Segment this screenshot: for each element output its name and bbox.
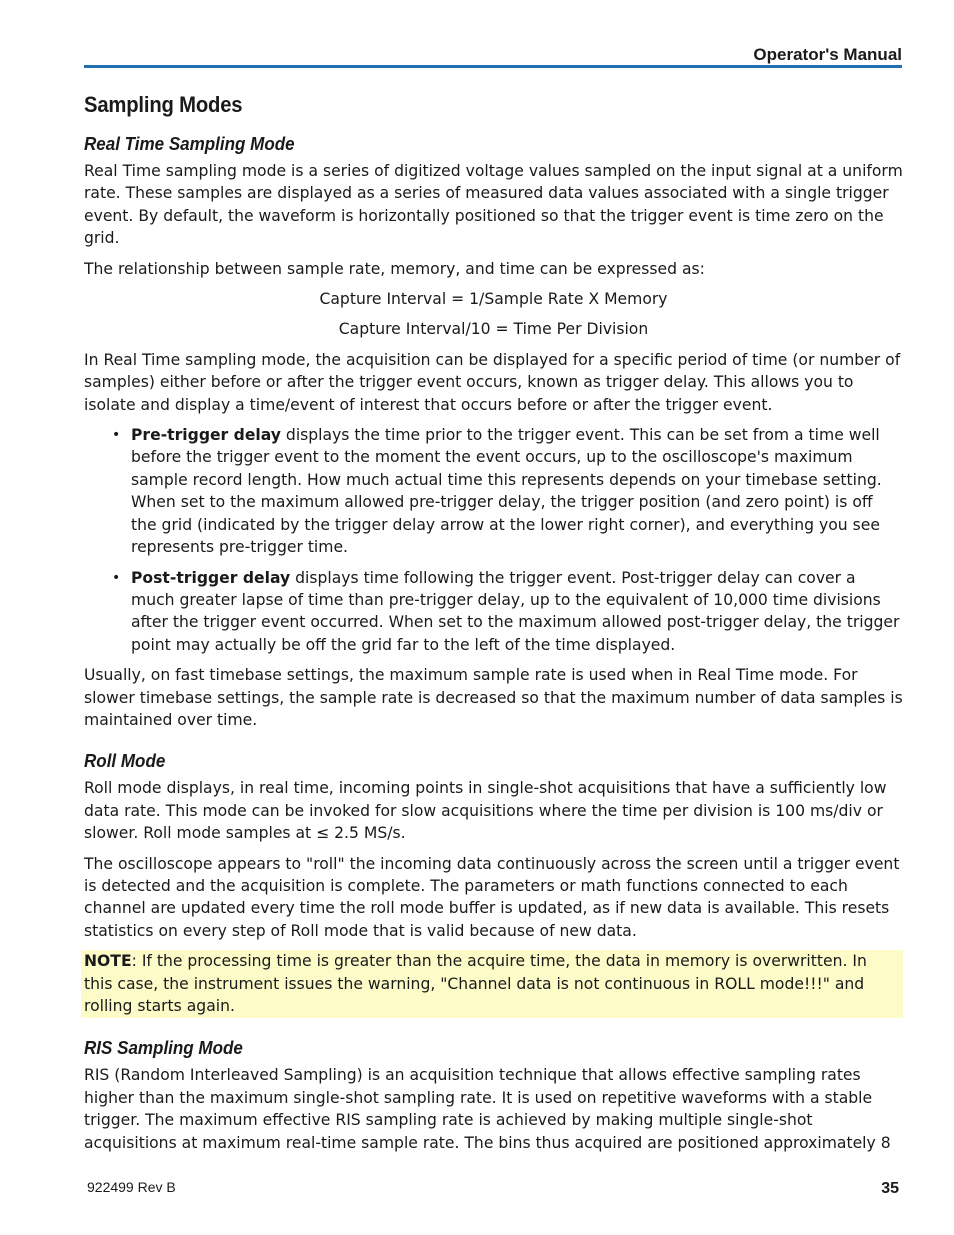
equation-capture-interval: Capture Interval = 1/Sample Rate X Memory	[319, 290, 668, 309]
trigger-delay-list	[84, 424, 903, 656]
roll-paragraph-1: Roll mode displays, in real time, incoming points in single-shot acquisitions that have a sufficiently low data rate. This mode can be invoked for slow acquisitions where the time per division is 100 ms/div or slower. Roll mode samples at ≤ 2.5 MS/s.	[84, 779, 887, 843]
list-item	[131, 567, 903, 657]
header-rule	[84, 65, 902, 68]
ris-paragraph-1: RIS (Random Interleaved Sampling) is an acquisition technique that allows effective sampling rates higher than the maximum single-shot sampling rate. It is used on repetitive waveforms with a stable trigger. The maximum effective RIS sampling rate is achieved by making multiple single-shot acquisitions at maximum real-time sample rate. The bins thus acquired are positioned approximately 8	[84, 1066, 891, 1152]
page-number: 35	[881, 1180, 899, 1197]
document-number: 922499 Rev B	[87, 1179, 176, 1195]
real-time-heading: Real Time Sampling Mode	[84, 133, 295, 154]
note-box	[81, 950, 903, 1018]
ris-heading: RIS Sampling Mode	[84, 1037, 243, 1059]
roll-paragraph-2: The oscilloscope appears to "roll" the incoming data continuously across the screen until a trigger event is detected and the acquisition is complete. The parameters or math functions connected to each channel are updated every time the roll mode buffer is updated, as if new data is available. This resets statistics on every step of Roll mode that is valid because of new data.	[84, 854, 900, 940]
equation-time-per-division: Capture Interval/10 = Time Per Division	[338, 320, 649, 339]
pre-trigger-term: Pre-trigger delay	[131, 426, 281, 445]
post-trigger-text: displays time following the trigger event. Post-trigger delay can cover a much greater lapse of time than pre-trigger delay, up to the equivalent of 10,000 time divisions after the trigger event occurred. When set to the maximum allowed post-trigger delay, the trigger point may actually be off the grid far to the left of the time displayed.	[131, 568, 900, 654]
roll-mode-heading: Roll Mode	[84, 750, 166, 772]
real-time-paragraph-3: In Real Time sampling mode, the acquisition can be displayed for a specific period of time (or number of samples) either before or after the trigger event occurs, known as trigger delay. This allows you to isolate and display a time/event of interest that occurs before or after the trigger event.	[84, 350, 901, 414]
post-trigger-term: Post-trigger delay	[131, 568, 291, 587]
page-content	[84, 90, 903, 1162]
real-time-paragraph-4: Usually, on fast timebase settings, the maximum sample rate is used when in Real Time mode. For slower timebase settings, the sample rate is decreased so that the maximum number of data samples is maintained over time.	[84, 666, 903, 729]
list-item	[131, 424, 903, 558]
pre-trigger-text: displays the time prior to the trigger event. This can be set from a time well before the trigger event to the moment the event occurs, up to the oscilloscope's maximum sample record length. How much actual time this represents depends on your timebase setting. When set to the maximum allowed pre-trigger delay, the trigger position (and zero point) is off the grid (indicated by the trigger delay arrow at the lower right corner), and everything you see represents pre-trigger time.	[131, 426, 882, 557]
section-title: Sampling Modes	[84, 92, 243, 117]
real-time-paragraph-2: The relationship between sample rate, memory, and time can be expressed as:	[84, 259, 705, 278]
page-header-title: Operator's Manual	[753, 45, 902, 64]
real-time-paragraph-1: Real Time sampling mode is a series of digitized voltage values sampled on the input signal at a uniform rate. These samples are displayed as a series of measured data values associated with a single trigger event. By default, the waveform is horizontally positioned so that the trigger event is time zero on the grid.	[84, 162, 903, 248]
note-label: NOTE	[84, 952, 132, 971]
note-text: : If the processing time is greater than the acquire time, the data in memory is overwritten. In this case, the instrument issues the warning, "Channel data is not continuous in ROLL mode!!!" and rolling starts again.	[84, 952, 867, 1015]
